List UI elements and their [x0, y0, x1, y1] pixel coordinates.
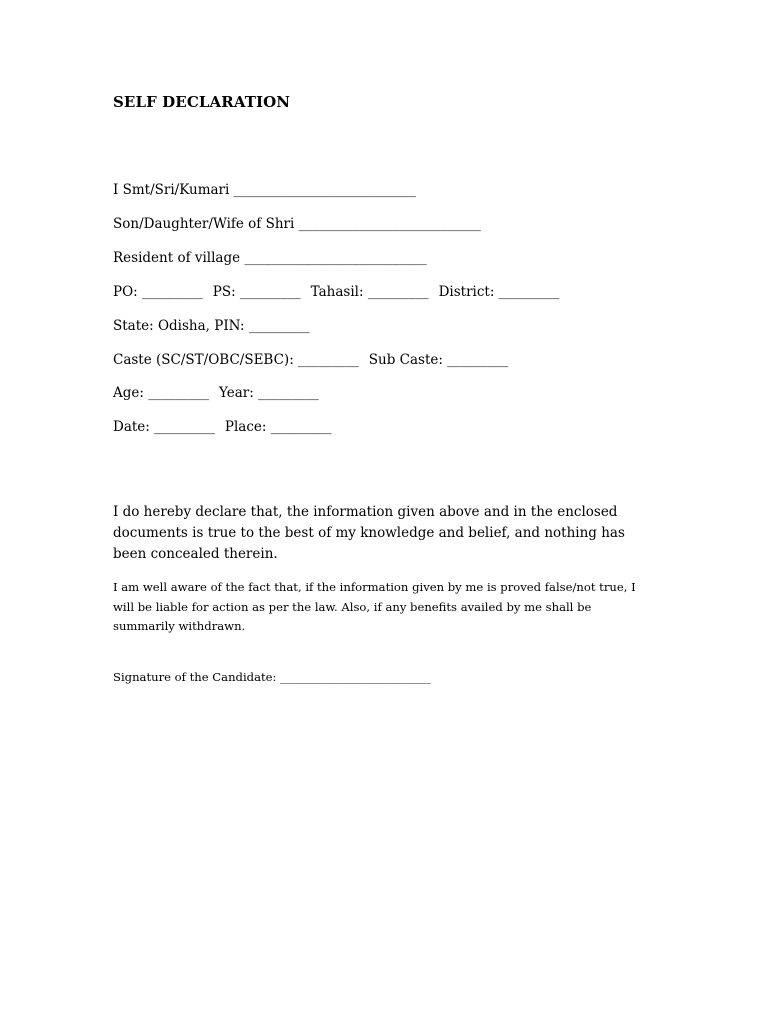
age-line [113, 385, 319, 401]
po-field: PO: _________ [113, 284, 203, 300]
state-pin-field: State: Odisha, PIN: _________ [113, 318, 310, 334]
age-field: Age: _________ [113, 385, 209, 401]
page-title: SELF DECLARATION [113, 93, 291, 111]
liability-paragraph: I am well aware of the fact that, if the information given by me is proved false/not true, I will be liable for action as per the law. Also, if any benefits availed by me shall be summarily withdrawn. [113, 580, 636, 633]
declaration-paragraph: I do hereby declare that, the information given above and in the enclosed documents is true to the best of my knowledge and belief, and nothing has been concealed therein. [113, 504, 625, 562]
state-line [113, 318, 310, 334]
ps-field: PS: _________ [212, 284, 301, 300]
date-line [113, 419, 331, 435]
name-line [113, 182, 416, 198]
village-line [113, 250, 427, 266]
caste-line [113, 352, 508, 368]
place-field: Place: _________ [224, 419, 332, 435]
name-field: I Smt/Sri/Kumari ___________________________ [113, 182, 416, 198]
village-field: Resident of village ___________________________ [113, 250, 427, 266]
relation-field: Son/Daughter/Wife of Shri ___________________________ [113, 216, 481, 232]
caste-field: Caste (SC/ST/OBC/SEBC): _________ [113, 352, 359, 368]
signature-line: Signature of the Candidate: __________________________ [113, 670, 431, 684]
tahasil-field: Tahasil: _________ [310, 284, 429, 300]
address-line [113, 284, 559, 300]
year-field: Year: _________ [218, 385, 319, 401]
relation-line [113, 216, 481, 232]
sub-caste-field: Sub Caste: _________ [368, 352, 508, 368]
district-field: District: _________ [438, 284, 560, 300]
date-field: Date: _________ [113, 419, 215, 435]
